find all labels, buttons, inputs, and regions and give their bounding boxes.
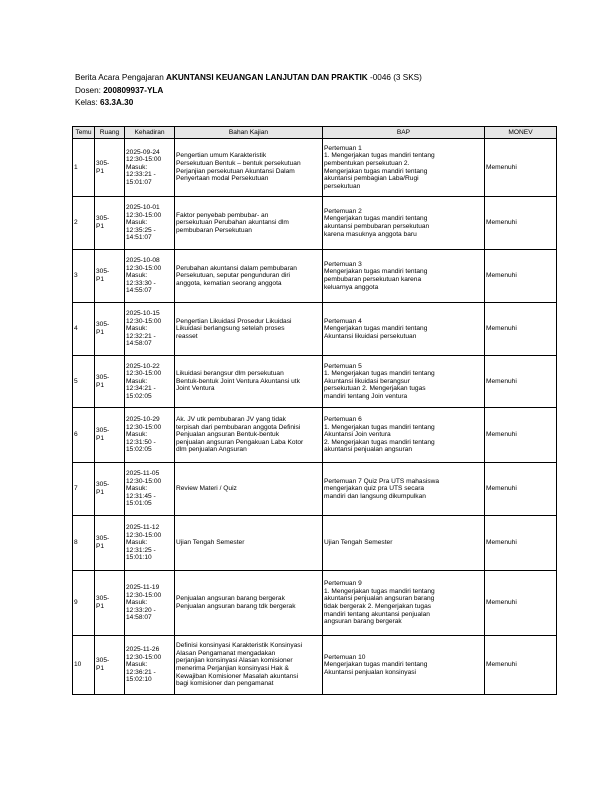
cell-temu: 5 xyxy=(73,356,95,408)
cell-ruang-line: 305- xyxy=(96,321,110,329)
cell-bap-line: Pertemuan 6 xyxy=(324,416,362,424)
cell-bahan-kajian-line: terpisah dari pembubaran anggota Definisi xyxy=(176,423,301,431)
cell-bap-line: Akuntansi likuidasi berangsur xyxy=(324,377,410,385)
cell-kehadiran xyxy=(125,197,175,250)
cell-kehadiran-line: 2025-10-01 xyxy=(126,204,160,212)
cell-bap xyxy=(323,197,485,250)
cell-bahan-kajian-line: Review Materi / Quiz xyxy=(176,485,237,493)
cell-kehadiran-line: 12:33:20 - xyxy=(126,606,156,614)
cell-kehadiran xyxy=(125,463,175,516)
cell-ruang-line: P1 xyxy=(96,543,105,550)
cell-bahan-kajian-line: Kewajiban Komisioner Masalah akuntansi xyxy=(176,672,299,680)
cell-kehadiran-line: 12:30-15:00 xyxy=(126,477,162,485)
cell-kehadiran-line: 2025-10-22 xyxy=(126,362,160,370)
cell-kehadiran-line: 12:32:21 - xyxy=(126,332,156,340)
cell-kehadiran-line: 15:02:10 xyxy=(126,676,152,684)
cell-bap-line: mandiri tentang akuntansi penjualan xyxy=(324,610,430,618)
cell-bap-line: Pertemuan 1 xyxy=(324,144,362,152)
cell-kehadiran-line: Masuk: xyxy=(126,431,148,439)
cell-kehadiran-line: 2025-10-15 xyxy=(126,310,160,318)
cell-monev: Memenuhi xyxy=(485,571,557,636)
course-name: AKUNTANSI KEUANGAN LANJUTAN DAN PRAKTIK xyxy=(166,73,368,82)
cell-bap-line: 1. Mengerjakan tugas mandiri tentang xyxy=(324,152,435,160)
cell-kehadiran-line: 12:33:30 - xyxy=(126,279,156,287)
cell-bap-line: 1. Mengerjakan tugas mandiri tentang xyxy=(324,370,435,378)
cell-kehadiran xyxy=(125,303,175,356)
cell-ruang-line: P1 xyxy=(96,435,105,442)
cell-kehadiran-line: 12:31:45 - xyxy=(126,492,156,500)
cell-kehadiran xyxy=(125,516,175,571)
cell-ruang xyxy=(95,408,125,463)
cell-bap-line: Mengerjakan tugas mandiri tentang xyxy=(324,268,428,276)
cell-bahan-kajian-line: Alasan Pengamanat mengadakan xyxy=(176,649,276,657)
cell-bap-line: akuntansi pembubaran persekutuan xyxy=(324,223,430,230)
cell-bap xyxy=(323,463,485,516)
cell-monev: Memenuhi xyxy=(485,250,557,303)
cell-bahan-kajian xyxy=(175,356,323,408)
cell-ruang-line: P1 xyxy=(96,276,105,283)
cell-bahan-kajian-line: Faktor penyebab pembubar- an xyxy=(176,211,269,219)
cell-bap-line: akuntansi penjualan angsuran barang xyxy=(324,595,435,603)
cell-kehadiran-line: 2025-09-24 xyxy=(126,148,160,156)
cell-kehadiran-line: 12:30-15:00 xyxy=(126,317,162,325)
cell-bahan-kajian-line: Pengertian umum Karakteristik xyxy=(176,152,267,160)
cell-bap-line: Pertemuan 10 xyxy=(324,653,366,661)
col-header-kehadiran: Kehadiran xyxy=(125,127,175,139)
cell-bap-line: Pertemuan 4 xyxy=(324,317,362,325)
cell-ruang-line: 305- xyxy=(96,427,110,435)
cell-bahan-kajian-line: Pengertian Likuidasi Prosedur Likuidasi xyxy=(176,317,292,325)
cell-kehadiran xyxy=(125,636,175,695)
cell-ruang xyxy=(95,303,125,356)
cell-bahan-kajian-line: Penyertaan modal Persekutuan xyxy=(176,175,269,183)
cell-kehadiran-line: 12:30-15:00 xyxy=(126,370,162,378)
cell-kehadiran-line: 2025-11-19 xyxy=(126,584,160,592)
cell-kehadiran-line: 14:55:07 xyxy=(126,287,152,295)
table-header-row xyxy=(73,127,557,139)
cell-ruang-line: P1 xyxy=(96,603,105,610)
cell-bap-line: Pertemuan 5 xyxy=(324,362,362,370)
cell-monev: Memenuhi xyxy=(485,408,557,463)
cell-ruang-line: 305- xyxy=(96,215,110,223)
cell-kehadiran-line: 12:30-15:00 xyxy=(126,264,162,272)
cell-bap-line: 1. Mengerjakan tugas mandiri tentang xyxy=(324,423,435,431)
cell-bap xyxy=(323,303,485,356)
cell-bahan-kajian-line: reasset xyxy=(176,332,198,340)
cell-monev: Memenuhi xyxy=(485,463,557,516)
cell-kehadiran-line: Masuk: xyxy=(126,272,148,280)
cell-ruang xyxy=(95,250,125,303)
cell-bap-line: Akuntansi likuidasi persekutuan xyxy=(324,332,417,340)
cell-bap-line: mengerjakan quiz pra UTS secara xyxy=(324,485,425,493)
cell-temu: 7 xyxy=(73,463,95,516)
col-header-ruang: Ruang xyxy=(95,127,125,139)
cell-ruang-line: P1 xyxy=(96,381,105,389)
col-header-monev: MONEV xyxy=(485,127,557,139)
cell-monev: Memenuhi xyxy=(485,356,557,408)
class-label: Kelas: xyxy=(75,98,98,107)
cell-bahan-kajian-line: Perubahan akuntansi dalam pembubaran xyxy=(176,264,297,272)
course-line-prefix: Berita Acara Pengajaran xyxy=(75,73,164,82)
cell-kehadiran-line: Masuk: xyxy=(126,599,148,607)
cell-bahan-kajian xyxy=(175,516,323,571)
cell-bap-line: Mengerjakan tugas mandiri tentang xyxy=(324,167,428,175)
cell-bap-line: tidak bergerak 2. Mengerjakan tugas xyxy=(324,603,432,610)
cell-monev: Memenuhi xyxy=(485,636,557,695)
cell-kehadiran-line: Masuk: xyxy=(126,219,148,227)
cell-bahan-kajian-line: perjanjian konsinyasi Alasan komisioner xyxy=(176,657,293,665)
cell-bap-line: Akuntansi penjualan konsinyasi xyxy=(324,668,417,676)
cell-bap-line: keluarnya anggota xyxy=(324,283,379,291)
cell-kehadiran-line: 14:58:07 xyxy=(126,614,152,622)
cell-bap-line: Pertemuan 9 xyxy=(324,580,362,588)
cell-temu: 3 xyxy=(73,250,95,303)
cell-temu: 6 xyxy=(73,408,95,463)
cell-kehadiran-line: 15:02:05 xyxy=(126,446,152,454)
cell-kehadiran xyxy=(125,139,175,197)
cell-monev: Memenuhi xyxy=(485,516,557,571)
cell-ruang-line: P1 xyxy=(96,167,105,175)
cell-temu: 2 xyxy=(73,197,95,250)
cell-kehadiran-line: 12:30-15:00 xyxy=(126,653,162,661)
cell-bahan-kajian-line: Penjualan angsuran Bentuk-bentuk xyxy=(176,431,280,439)
col-header-temu: Temu xyxy=(73,127,95,139)
cell-bahan-kajian-line: bagi komisioner dan pengamanat xyxy=(176,680,274,688)
cell-temu: 9 xyxy=(73,571,95,636)
course-code: -0046 (3 SKS) xyxy=(369,73,422,82)
cell-kehadiran-line: 2025-10-29 xyxy=(126,416,160,424)
cell-bap-line: persekutuan xyxy=(324,182,361,190)
cell-bahan-kajian-line: Likuidasi berlangsung setelah proses xyxy=(176,325,285,333)
cell-bahan-kajian-line: dlm penjualan Angsuran xyxy=(176,446,247,454)
cell-bap-line: Mengerjakan tugas mandiri tentang xyxy=(324,325,428,333)
cell-ruang-line: 305- xyxy=(96,595,110,603)
cell-ruang-line: P1 xyxy=(96,665,105,672)
cell-kehadiran-line: 14:58:07 xyxy=(126,340,152,348)
cell-temu: 4 xyxy=(73,303,95,356)
cell-kehadiran-line: 12:36:21 - xyxy=(126,668,156,676)
cell-bahan-kajian xyxy=(175,197,323,250)
document-header xyxy=(75,72,422,110)
class-line xyxy=(75,97,422,110)
cell-kehadiran xyxy=(125,408,175,463)
cell-bahan-kajian xyxy=(175,303,323,356)
cell-kehadiran-line: 2025-11-12 xyxy=(126,524,160,532)
cell-bahan-kajian-line: Ujian Tengah Semester xyxy=(176,539,245,547)
cell-bap-line: Pertemuan 7 Quiz Pra UTS mahasiswa xyxy=(324,477,440,485)
cell-bahan-kajian-line: Likuidasi berangsur dlm persekutuan xyxy=(176,370,284,378)
cell-bahan-kajian xyxy=(175,636,323,695)
cell-bahan-kajian xyxy=(175,463,323,516)
cell-bahan-kajian-line: Persekutuan Bentuk – bentuk persekutuan xyxy=(176,159,301,167)
lecturer-id: 200809937-YLA xyxy=(103,85,164,95)
class-id: 63.3A.30 xyxy=(100,98,134,107)
cell-ruang xyxy=(95,197,125,250)
cell-bap-line: Pertemuan 2 xyxy=(324,207,362,215)
cell-bahan-kajian-line: Definisi konsinyasi Karakteristik Konsinyasi xyxy=(176,642,303,650)
table-body xyxy=(73,139,557,695)
cell-bahan-kajian-line: Ak. JV utk pembubaran JV yang tidak xyxy=(176,416,286,424)
cell-kehadiran-line: 12:30-15:00 xyxy=(126,531,162,539)
cell-monev: Memenuhi xyxy=(485,303,557,356)
cell-bahan-kajian-line: Penjualan angsuran barang tdk bergerak xyxy=(176,603,296,610)
cell-bap xyxy=(323,636,485,695)
cell-ruang-line: 305- xyxy=(96,481,110,489)
cell-kehadiran xyxy=(125,250,175,303)
cell-ruang xyxy=(95,571,125,636)
cell-bap-line: karena masuknya anggota baru xyxy=(324,230,417,238)
teaching-record-table xyxy=(72,126,557,695)
cell-bap-line: 1. Mengerjakan tugas mandiri tentang xyxy=(324,587,435,595)
cell-bap-line: mandiri dan langsung dikumpulkan xyxy=(324,492,426,500)
cell-ruang xyxy=(95,516,125,571)
lecturer-label: Dosen: xyxy=(75,85,101,95)
cell-bahan-kajian-line: persekutuan Perubahan akuntansi dlm xyxy=(176,219,289,227)
cell-bap-line: 2. Mengerjakan tugas mandiri tentang xyxy=(324,438,435,446)
cell-kehadiran-line: 12:30-15:00 xyxy=(126,591,162,599)
cell-bahan-kajian-line: Perjanjian persekutuan Akuntansi Dalam xyxy=(176,167,295,175)
cell-bap-line: Akuntansi Join ventura xyxy=(324,431,391,439)
cell-bahan-kajian xyxy=(175,250,323,303)
cell-bahan-kajian-line: Penjualan angsuran barang bergerak xyxy=(176,595,285,603)
table-row xyxy=(73,571,557,636)
col-header-bap: BAP xyxy=(323,127,485,139)
lecturer-line xyxy=(75,85,422,98)
cell-kehadiran-line: 12:35:25 - xyxy=(126,226,156,234)
cell-kehadiran-line: 12:30-15:00 xyxy=(126,423,162,431)
table-row xyxy=(73,250,557,303)
cell-ruang-line: 305- xyxy=(96,373,110,381)
cell-bahan-kajian-line: Persekutuan, seputar pengunduran diri xyxy=(176,272,291,280)
cell-bahan-kajian-line: pembubaran Persekutuan xyxy=(176,226,252,234)
cell-kehadiran-line: Masuk: xyxy=(126,485,148,493)
cell-ruang xyxy=(95,636,125,695)
cell-bap xyxy=(323,250,485,303)
cell-kehadiran-line: 15:02:05 xyxy=(126,392,152,400)
cell-bap xyxy=(323,516,485,571)
cell-bap-line: Mengerjakan tugas mandiri tentang xyxy=(324,215,428,223)
cell-bap-line: pembentukan persekutuan 2. xyxy=(324,159,410,167)
cell-monev: Memenuhi xyxy=(485,197,557,250)
cell-kehadiran-line: 12:33:21 - xyxy=(126,171,156,179)
cell-bahan-kajian xyxy=(175,571,323,636)
cell-kehadiran-line: 12:30-15:00 xyxy=(126,156,162,164)
table-row xyxy=(73,408,557,463)
cell-ruang xyxy=(95,356,125,408)
cell-kehadiran-line: 15:01:05 xyxy=(126,500,152,508)
cell-kehadiran-line: 15:01:10 xyxy=(126,554,152,562)
table-row xyxy=(73,463,557,516)
cell-monev: Memenuhi xyxy=(485,139,557,197)
table-row xyxy=(73,303,557,356)
cell-kehadiran-line: 12:31:25 - xyxy=(126,546,156,554)
cell-kehadiran xyxy=(125,571,175,636)
cell-bap-line: Pertemuan 3 xyxy=(324,260,362,268)
cell-bap-line: angsuran barang bergerak xyxy=(324,618,402,626)
cell-bap-line: akuntansi penjualan angsuran xyxy=(324,446,412,454)
cell-kehadiran-line: 12:31:50 - xyxy=(126,438,156,446)
cell-bahan-kajian xyxy=(175,408,323,463)
cell-ruang-line: P1 xyxy=(96,223,105,230)
cell-bahan-kajian-line: Bentuk-bentuk Joint Ventura Akuntansi utk xyxy=(176,377,300,385)
cell-bahan-kajian-line: menerima Perjanjian konsinyasi Hak & xyxy=(176,665,289,672)
table-row xyxy=(73,356,557,408)
cell-bap xyxy=(323,571,485,636)
cell-ruang-line: 305- xyxy=(96,159,110,167)
cell-bap-line: mandiri tentang Join ventura xyxy=(324,392,408,400)
cell-bap-line: pembubaran persekutuan karena xyxy=(324,276,422,283)
cell-bap-line: Ujian Tengah Semester xyxy=(324,539,393,547)
cell-ruang xyxy=(95,139,125,197)
cell-kehadiran-line: Masuk: xyxy=(126,377,148,385)
col-header-bahan-kajian: Bahan Kajian xyxy=(175,127,323,139)
cell-bap xyxy=(323,408,485,463)
cell-kehadiran-line: 2025-11-26 xyxy=(126,646,160,654)
cell-ruang-line: P1 xyxy=(96,489,105,496)
cell-kehadiran-line: 2025-10-08 xyxy=(126,257,160,265)
cell-ruang-line: 305- xyxy=(96,535,110,543)
cell-kehadiran-line: Masuk: xyxy=(126,325,148,333)
cell-kehadiran-line: 14:51:07 xyxy=(126,234,152,242)
cell-bap xyxy=(323,139,485,197)
course-line xyxy=(75,72,422,85)
cell-bap-line: akuntansi pembagian Laba/Rugi xyxy=(324,175,419,183)
cell-temu: 1 xyxy=(73,139,95,197)
table-row xyxy=(73,139,557,197)
cell-bahan-kajian-line: Joint Ventura xyxy=(176,385,215,393)
cell-bap-line: Mengerjakan tugas mandiri tentang xyxy=(324,661,428,669)
cell-ruang-line: 305- xyxy=(96,268,110,276)
cell-bahan-kajian-line: anggota, kematian seorang anggota xyxy=(176,279,282,287)
cell-temu: 10 xyxy=(73,636,95,695)
cell-ruang xyxy=(95,463,125,516)
cell-kehadiran-line: Masuk: xyxy=(126,661,148,669)
cell-bahan-kajian xyxy=(175,139,323,197)
cell-kehadiran-line: 15:01:07 xyxy=(126,178,152,186)
cell-ruang-line: P1 xyxy=(96,329,105,336)
cell-kehadiran-line: 12:34:21 - xyxy=(126,385,156,393)
cell-kehadiran xyxy=(125,356,175,408)
cell-kehadiran-line: 2025-11-05 xyxy=(126,470,160,478)
table-row xyxy=(73,197,557,250)
cell-kehadiran-line: Masuk: xyxy=(126,539,148,547)
cell-bap-line: persekutuan 2. Mengerjakan tugas xyxy=(324,385,426,393)
cell-kehadiran-line: Masuk: xyxy=(126,163,148,171)
cell-ruang-line: 305- xyxy=(96,657,110,665)
table-row xyxy=(73,636,557,695)
cell-bap xyxy=(323,356,485,408)
cell-bahan-kajian-line: penjualan angsuran Pengakuan Laba Kotor xyxy=(176,438,304,446)
cell-temu: 8 xyxy=(73,516,95,571)
cell-kehadiran-line: 12:30-15:00 xyxy=(126,211,162,219)
table-row xyxy=(73,516,557,571)
